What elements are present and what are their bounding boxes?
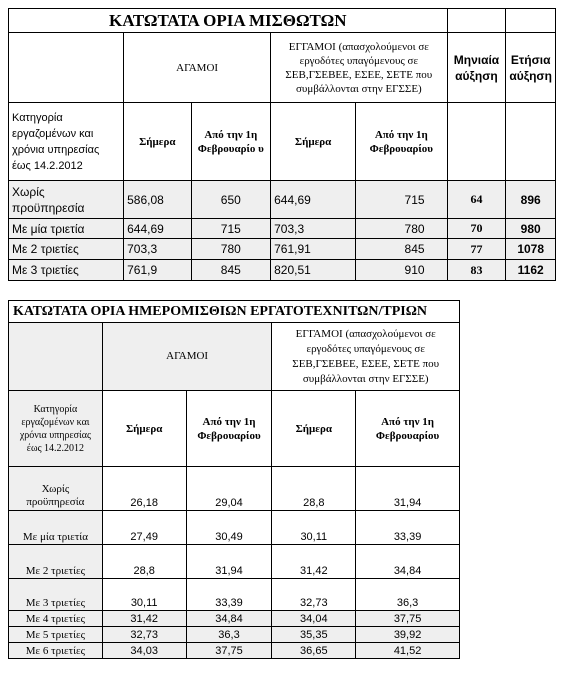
table1-agamoi-feb: Από την 1η Φεβρουαρίο υ: [191, 103, 271, 181]
eggamoi-feb-value: 31,94: [356, 467, 460, 511]
table1-title: ΚΑΤΩΤΑΤΑ ΟΡΙΑ ΜΙΣΘΩΤΩΝ: [9, 9, 448, 33]
agamoi-today-value: 703,3: [124, 239, 191, 260]
table-row: [9, 545, 460, 579]
table1-col-agamoi: ΑΓΑΜΟΙ: [124, 33, 271, 103]
eggamoi-feb-value: 715: [356, 181, 447, 219]
agamoi-feb-value: 715: [191, 219, 271, 239]
eggamoi-feb-value: 36,3: [356, 579, 460, 611]
row-label: Με 3 τριετίες: [9, 579, 103, 611]
table1-blank-cell: [447, 103, 506, 181]
eggamoi-today-value: 703,3: [271, 219, 356, 239]
table1-blank-cell: [447, 9, 506, 33]
eggamoi-feb-value: 33,39: [356, 511, 460, 545]
table-row: [9, 260, 556, 281]
row-label: Με 6 τριετίες: [9, 643, 103, 659]
agamoi-today-value: 31,42: [102, 611, 186, 627]
table2-col-agamoi: ΑΓΑΜΟΙ: [102, 323, 272, 391]
table1-col-eggamoi: ΕΓΓΑΜΟΙ (απασχολούμενοι σε εργοδότες υπαγόμενους σε ΣΕΒ,ΓΣΕΒΕΕ, ΕΣΕΕ, ΣΕΤΕ που συμβάλλονται στην ΕΓΣΣΕ): [271, 33, 447, 103]
table2-col-eggamoi: ΕΓΓΑΜΟΙ (απασχολούμενοι σε εργοδότες υπαγόμενους σε ΣΕΒ,ΓΣΕΒΕΕ, ΕΣΕΕ, ΣΕΤΕ που συμβάλλονται στην ΕΓΣΣΕ): [272, 323, 460, 391]
agamoi-today-value: 34,03: [102, 643, 186, 659]
agamoi-feb-value: 31,94: [186, 545, 272, 579]
table-row: [9, 611, 460, 627]
row-label: Χωρίς προϋπηρεσία: [9, 181, 124, 219]
table-row: [9, 467, 460, 511]
eggamoi-today-value: 644,69: [271, 181, 356, 219]
table2-eggamoi-today: Σήμερα: [272, 391, 356, 467]
table1-eggamoi-feb: Από την 1η Φεβρουαρίου: [356, 103, 447, 181]
row-label: Με 4 τριετίες: [9, 611, 103, 627]
agamoi-feb-value: 30,49: [186, 511, 272, 545]
yearly-increase-value: 1162: [506, 260, 556, 281]
agamoi-today-value: 644,69: [124, 219, 191, 239]
agamoi-feb-value: 33,39: [186, 579, 272, 611]
eggamoi-today-value: 30,11: [272, 511, 356, 545]
table-row: [9, 627, 460, 643]
eggamoi-today-value: 35,35: [272, 627, 356, 643]
table1-header-blank: [9, 33, 124, 103]
agamoi-today-value: 30,11: [102, 579, 186, 611]
eggamoi-today-value: 36,65: [272, 643, 356, 659]
eggamoi-feb-value: 39,92: [356, 627, 460, 643]
monthly-increase-value: 83: [447, 260, 506, 281]
eggamoi-today-value: 34,04: [272, 611, 356, 627]
table2-title: ΚΑΤΩΤΑΤΑ ΟΡΙΑ ΗΜΕΡΟΜΙΣΘΙΩΝ ΕΡΓΑΤΟΤΕΧΝΙΤΩΝ/ΤΡΙΩΝ: [9, 301, 460, 323]
yearly-increase-value: 1078: [506, 239, 556, 260]
yearly-increase-value: 896: [506, 181, 556, 219]
row-label: Με μία τριετία: [9, 511, 103, 545]
eggamoi-feb-value: 845: [356, 239, 447, 260]
row-label: Με 3 τριετίες: [9, 260, 124, 281]
monthly-increase-value: 70: [447, 219, 506, 239]
table2-agamoi-today: Σήμερα: [102, 391, 186, 467]
agamoi-feb-value: 29,04: [186, 467, 272, 511]
agamoi-feb-value: 845: [191, 260, 271, 281]
table1-agamoi-today: Σήμερα: [124, 103, 191, 181]
row-label: Με 5 τριετίες: [9, 627, 103, 643]
eggamoi-today-value: 32,73: [272, 579, 356, 611]
monthly-increase-value: 77: [447, 239, 506, 260]
agamoi-feb-value: 36,3: [186, 627, 272, 643]
salary-minimums-table: [8, 8, 556, 281]
agamoi-today-value: 28,8: [102, 545, 186, 579]
row-label: Με 2 τριετίες: [9, 239, 124, 260]
table-row: [9, 643, 460, 659]
yearly-increase-value: 980: [506, 219, 556, 239]
agamoi-today-value: 27,49: [102, 511, 186, 545]
table1-blank-cell: [506, 103, 556, 181]
row-label: Με 2 τριετίες: [9, 545, 103, 579]
row-label: Με μία τριετία: [9, 219, 124, 239]
eggamoi-today-value: 761,91: [271, 239, 356, 260]
agamoi-today-value: 586,08: [124, 181, 191, 219]
agamoi-today-value: 761,9: [124, 260, 191, 281]
agamoi-today-value: 32,73: [102, 627, 186, 643]
agamoi-today-value: 26,18: [102, 467, 186, 511]
agamoi-feb-value: 34,84: [186, 611, 272, 627]
table-row: [9, 181, 556, 219]
eggamoi-feb-value: 910: [356, 260, 447, 281]
eggamoi-feb-value: 37,75: [356, 611, 460, 627]
table-row: [9, 511, 460, 545]
agamoi-feb-value: 780: [191, 239, 271, 260]
table2-eggamoi-feb: Από την 1η Φεβρουαρίου: [356, 391, 460, 467]
eggamoi-today-value: 820,51: [271, 260, 356, 281]
monthly-increase-value: 64: [447, 181, 506, 219]
eggamoi-feb-value: 34,84: [356, 545, 460, 579]
table-row: [9, 219, 556, 239]
table-row: [9, 239, 556, 260]
eggamoi-today-value: 31,42: [272, 545, 356, 579]
agamoi-feb-value: 37,75: [186, 643, 272, 659]
table2-agamoi-feb: Από την 1η Φεβρουαρίου: [186, 391, 272, 467]
eggamoi-today-value: 28,8: [272, 467, 356, 511]
table-row: [9, 579, 460, 611]
table1-col-monthly: Μηνιαία αύξηση: [447, 33, 506, 103]
table2-header-blank: [9, 323, 103, 391]
table1-blank-cell: [506, 9, 556, 33]
eggamoi-feb-value: 780: [356, 219, 447, 239]
table1-eggamoi-today: Σήμερα: [271, 103, 356, 181]
daily-wage-minimums-table: [8, 300, 460, 659]
row-label: Χωρίς προϋπηρεσία: [9, 467, 103, 511]
table1-col-yearly: Ετήσια αύξηση: [506, 33, 556, 103]
table2-category-header: Κατηγορία εργαζομένων και χρόνια υπηρεσίας έως 14.2.2012: [9, 391, 103, 467]
agamoi-feb-value: 650: [191, 181, 271, 219]
table1-category-header: Κατηγορία εργαζομένων και χρόνια υπηρεσίας έως 14.2.2012: [9, 103, 124, 181]
eggamoi-feb-value: 41,52: [356, 643, 460, 659]
